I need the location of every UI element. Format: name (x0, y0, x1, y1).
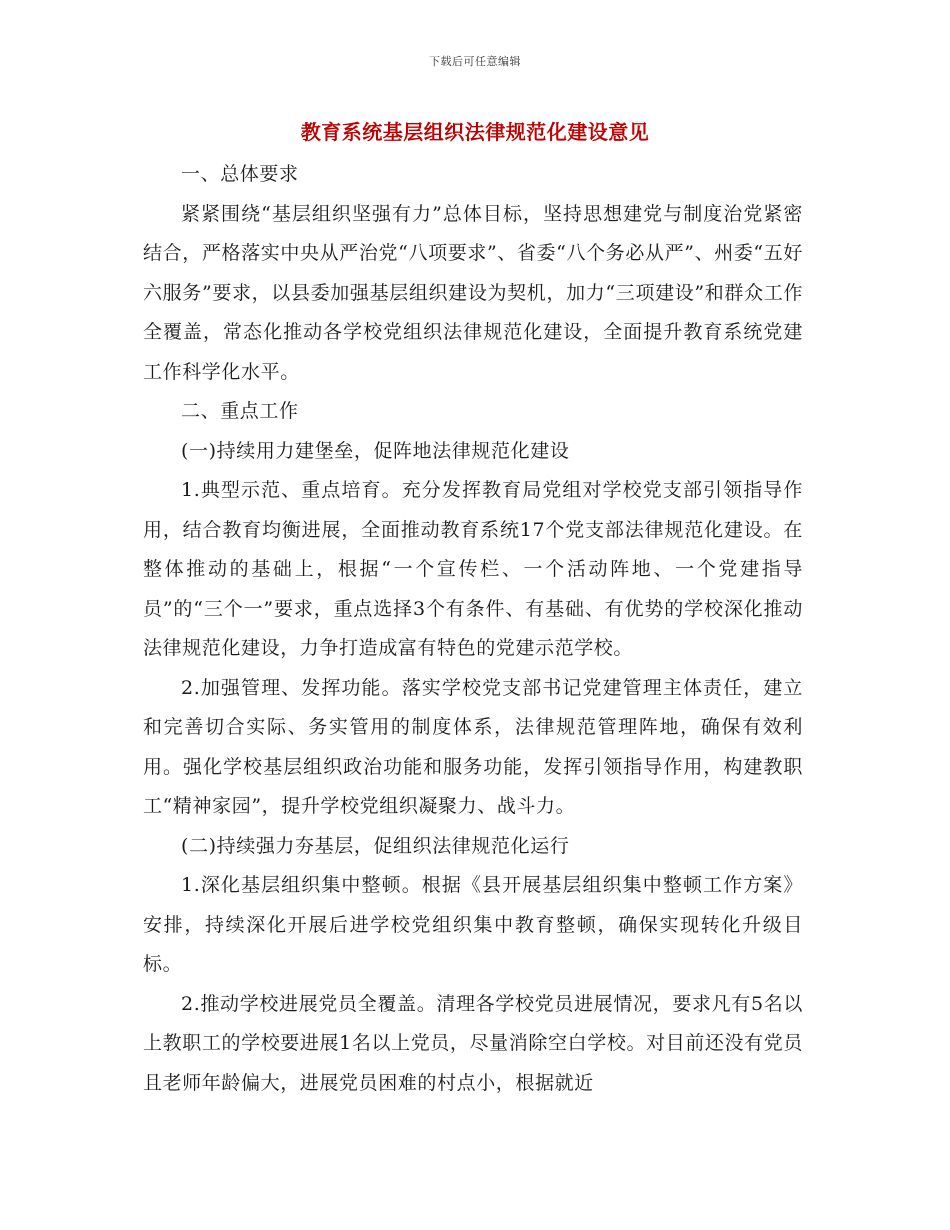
subsection-heading-2: (二)持续强力夯基层，促组织法律规范化运行 (181, 834, 570, 857)
paragraph-item-2-2: 2.推动学校进展党员全覆盖。清理各学校党员进展情况，要求凡有5名以上教职工的学校要进展1名以上党员，尽量消除空白学校。对目前还没有党员且老师年龄偏大，进展党员困难的村点小，根据就近 (143, 992, 803, 1094)
subsection-heading-1: (一)持续用力建堡垒，促阵地法律规范化建设 (181, 439, 570, 462)
section-heading-key-work: 二、重点工作 (181, 400, 299, 422)
paragraph-item-1-1: 1.典型示范、重点培育。充分发挥教育局党组对学校党支部引领指导作用，结合教育均衡进展，全面推动教育系统17个党支部法律规范化建设。在整体推动的基础上，根据“一个宣传栏、一个活动阵地、一个党建指导员”的“三个一”要求，重点选择3个有条件、有基础、有优势的学校深化推动法律规范化建设，力争打造成富有特色的党建示范学校。 (143, 479, 803, 659)
paragraph-general-requirements: 紧紧围绕“基层组织坚强有力”总体目标，坚持思想建党与制度治党紧密结合，严格落实中央从严治党“八项要求”、省委“八个务必从严”、州委“五好六服务”要求，以县委加强基层组织建设为契机，加力“三项建设”和群众工作全覆盖，常态化推动各学校党组织法律规范化建设，全面提升教育系统党建工作科学化水平。 (143, 202, 803, 383)
section-heading-general: 一、总体要求 (181, 163, 299, 185)
paragraph-item-2-1: 1.深化基层组织集中整顿。根据《县开展基层组织集中整顿工作方案》安排，持续深化开展后进学校党组织集中教育整顿，确保实现转化升级目标。 (143, 874, 803, 975)
paragraph-item-1-2: 2.加强管理、发挥功能。落实学校党支部书记党建管理主体责任，建立和完善切合实际、务实管用的制度体系，法律规范管理阵地，确保有效利用。强化学校基层组织政治功能和服务功能，发挥引领指导作用，构建教职工“精神家园”，提升学校党组织凝聚力、战斗力。 (143, 676, 803, 817)
document-title: 教育系统基层组织法律规范化建设意见 (300, 120, 650, 144)
document-body (143, 155, 803, 1103)
header-note: 下载后可任意编辑 (429, 55, 521, 68)
